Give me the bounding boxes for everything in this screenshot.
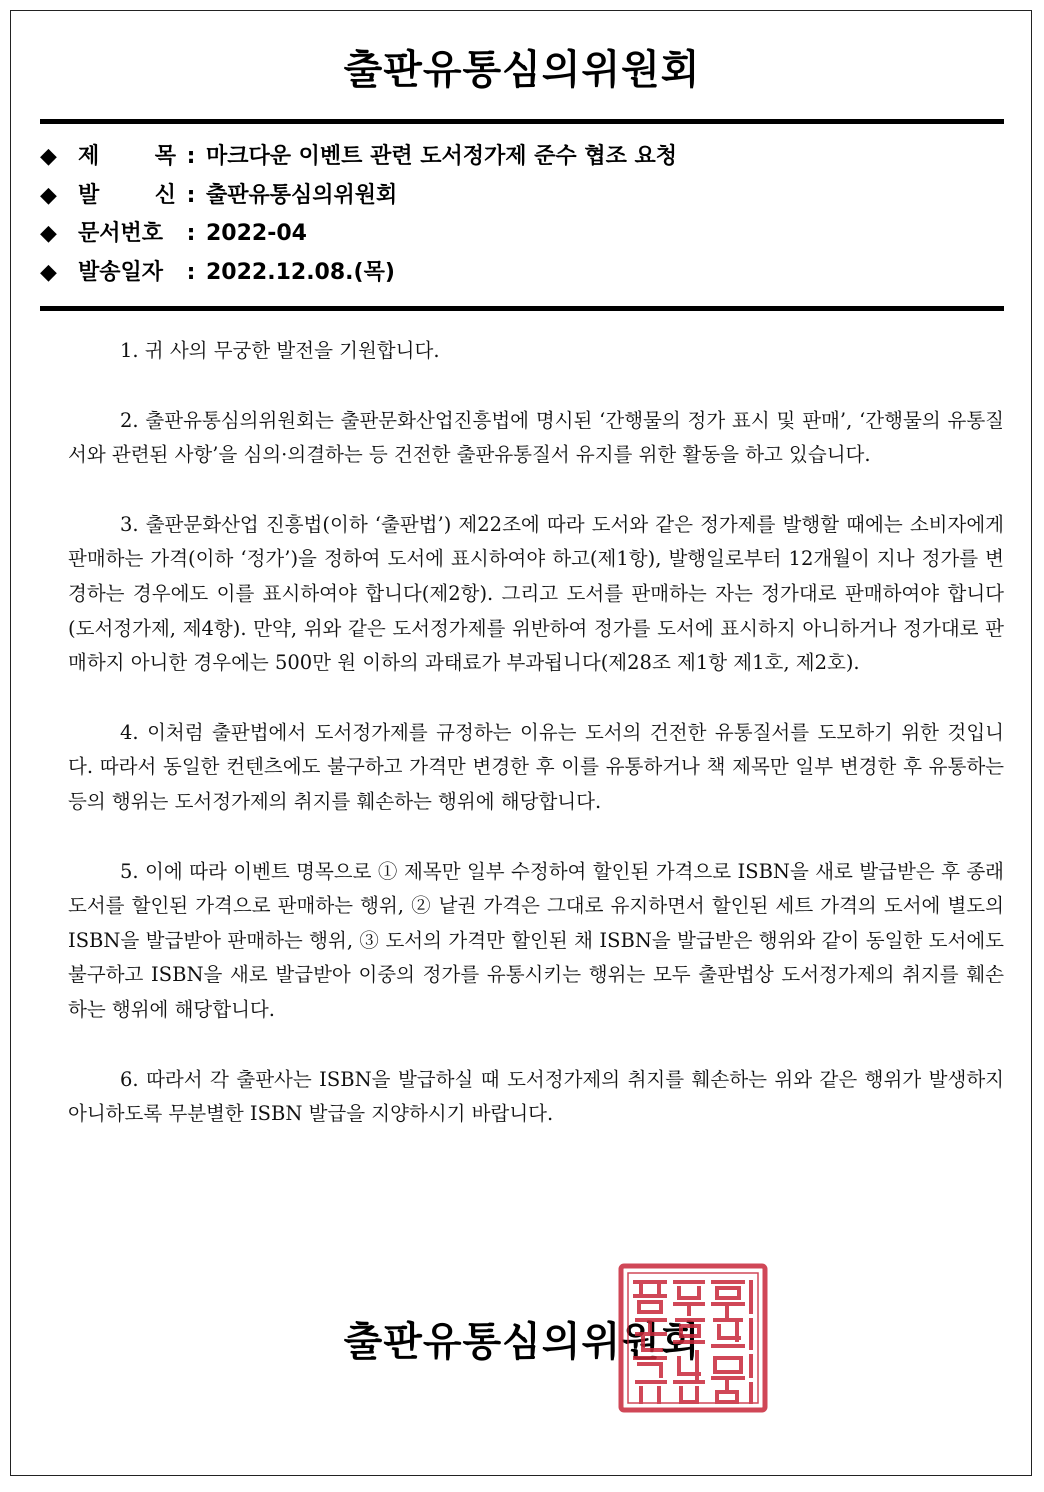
meta-value: 마크다운 이벤트 관련 도서정가제 준수 협조 요청 <box>206 144 677 169</box>
header-rule-top <box>40 119 1004 124</box>
meta-value: 2022-04 <box>206 221 307 246</box>
meta-label: 발송일자 <box>78 259 164 285</box>
official-seal-stamp-icon <box>617 1262 769 1414</box>
meta-label: 발 신 <box>78 182 176 208</box>
paragraph-6: 6. 따라서 각 출판사는 ISBN을 발급하실 때 도서정가제의 취지를 훼손하는 위와 같은 행위가 발생하지 아니하도록 무분별한 ISBN 발급을 지양하시기 바랍니다. <box>68 1067 1004 1126</box>
meta-colon: : <box>186 144 196 169</box>
meta-date-row <box>40 254 1004 293</box>
diamond-bullet-icon: ◆ <box>40 259 57 285</box>
meta-docnum-row <box>40 215 1004 254</box>
document-meta <box>40 138 1004 292</box>
meta-value: 2022.12.08.(목) <box>206 259 395 285</box>
diamond-bullet-icon: ◆ <box>40 221 57 246</box>
meta-sender-row <box>40 177 1004 216</box>
issuer-signature-name: 출판유통심의위원회 <box>343 1319 701 1365</box>
header-rule-bottom <box>40 306 1004 311</box>
meta-label: 제 목 <box>78 144 176 169</box>
meta-subject-row <box>40 138 1004 177</box>
seal-text: 출판유통심의위원회인 <box>617 1262 627 1263</box>
paragraph-5: 5. 이에 따라 이벤트 명목으로 ① 제목만 일부 수정하여 할인된 가격으로 ISBN을 새로 발급받은 후 종래 도서를 할인된 가격으로 판매하는 행위, ② 낱권 가격은 그대로 유지하면서 할인된 세트 가격의 도서에 별도의 ISBN을 발급받아 판매하는 행위, ③ 도서의 가격만 할인된 채 ISBN을 발급받은 행위와 같이 동일한 도서에도 불구하고 ISBN을 새로 발급받아 이중의 정가를 유통시키는 행위는 모두 출판법상 도서정가제의 취지를 훼손하는 행위에 해당합니다. <box>68 859 1004 1021</box>
diamond-bullet-icon: ◆ <box>40 144 57 169</box>
meta-colon: : <box>186 259 196 285</box>
meta-value: 출판유통심의위원회 <box>206 182 398 208</box>
diamond-bullet-icon: ◆ <box>40 182 57 208</box>
paragraph-1: 1. 귀 사의 무궁한 발전을 기원합니다. <box>120 339 440 362</box>
meta-label: 문서번호 <box>78 221 164 246</box>
document-header-title: 출판유통심의위원회 <box>343 47 701 93</box>
meta-colon: : <box>186 182 196 208</box>
meta-colon: : <box>186 221 196 246</box>
document-body <box>68 334 1004 1167</box>
paragraph-2: 2. 출판유통심의위원회는 출판문화산업진흥법에 명시된 ‘간행물의 정가 표시 및 판매’, ‘간행물의 유통질서와 관련된 사항’을 심의·의결하는 등 건전한 출판유통질서 유지를 위한 활동을 하고 있습니다. <box>68 408 1004 467</box>
paragraph-4: 4. 이처럼 출판법에서 도서정가제를 규정하는 이유는 도서의 건전한 유통질서를 도모하기 위한 것입니다. 따라서 동일한 컨텐츠에도 불구하고 가격만 변경한 후 이를 유통하거나 책 제목만 일부 변경한 후 유통하는 등의 행위는 도서정가제의 취지를 훼손하는 행위에 해당합니다. <box>68 720 1004 813</box>
paragraph-3: 3. 출판문화산업 진흥법(이하 ‘출판법’) 제22조에 따라 도서와 같은 정가제를 발행할 때에는 소비자에게 판매하는 가격(이하 ‘정가’)을 정하여 도서에 표시하여야 하고(제1항), 발행일로부터 12개월이 지나 정가를 변경하는 경우에도 이를 표시하여야 합니다(제2항). 그리고 도서를 판매하는 자는 정가대로 판매하여야 합니다(도서정가제, 제4항). 만약, 위와 같은 도서정가제를 위반하여 정가를 도서에 표시하지 아니하거나 정가대로 판매하지 아니한 경우에는 500만 원 이하의 과태료가 부과됩니다(제28조 제1항 제1호, 제2호). <box>68 512 1004 675</box>
